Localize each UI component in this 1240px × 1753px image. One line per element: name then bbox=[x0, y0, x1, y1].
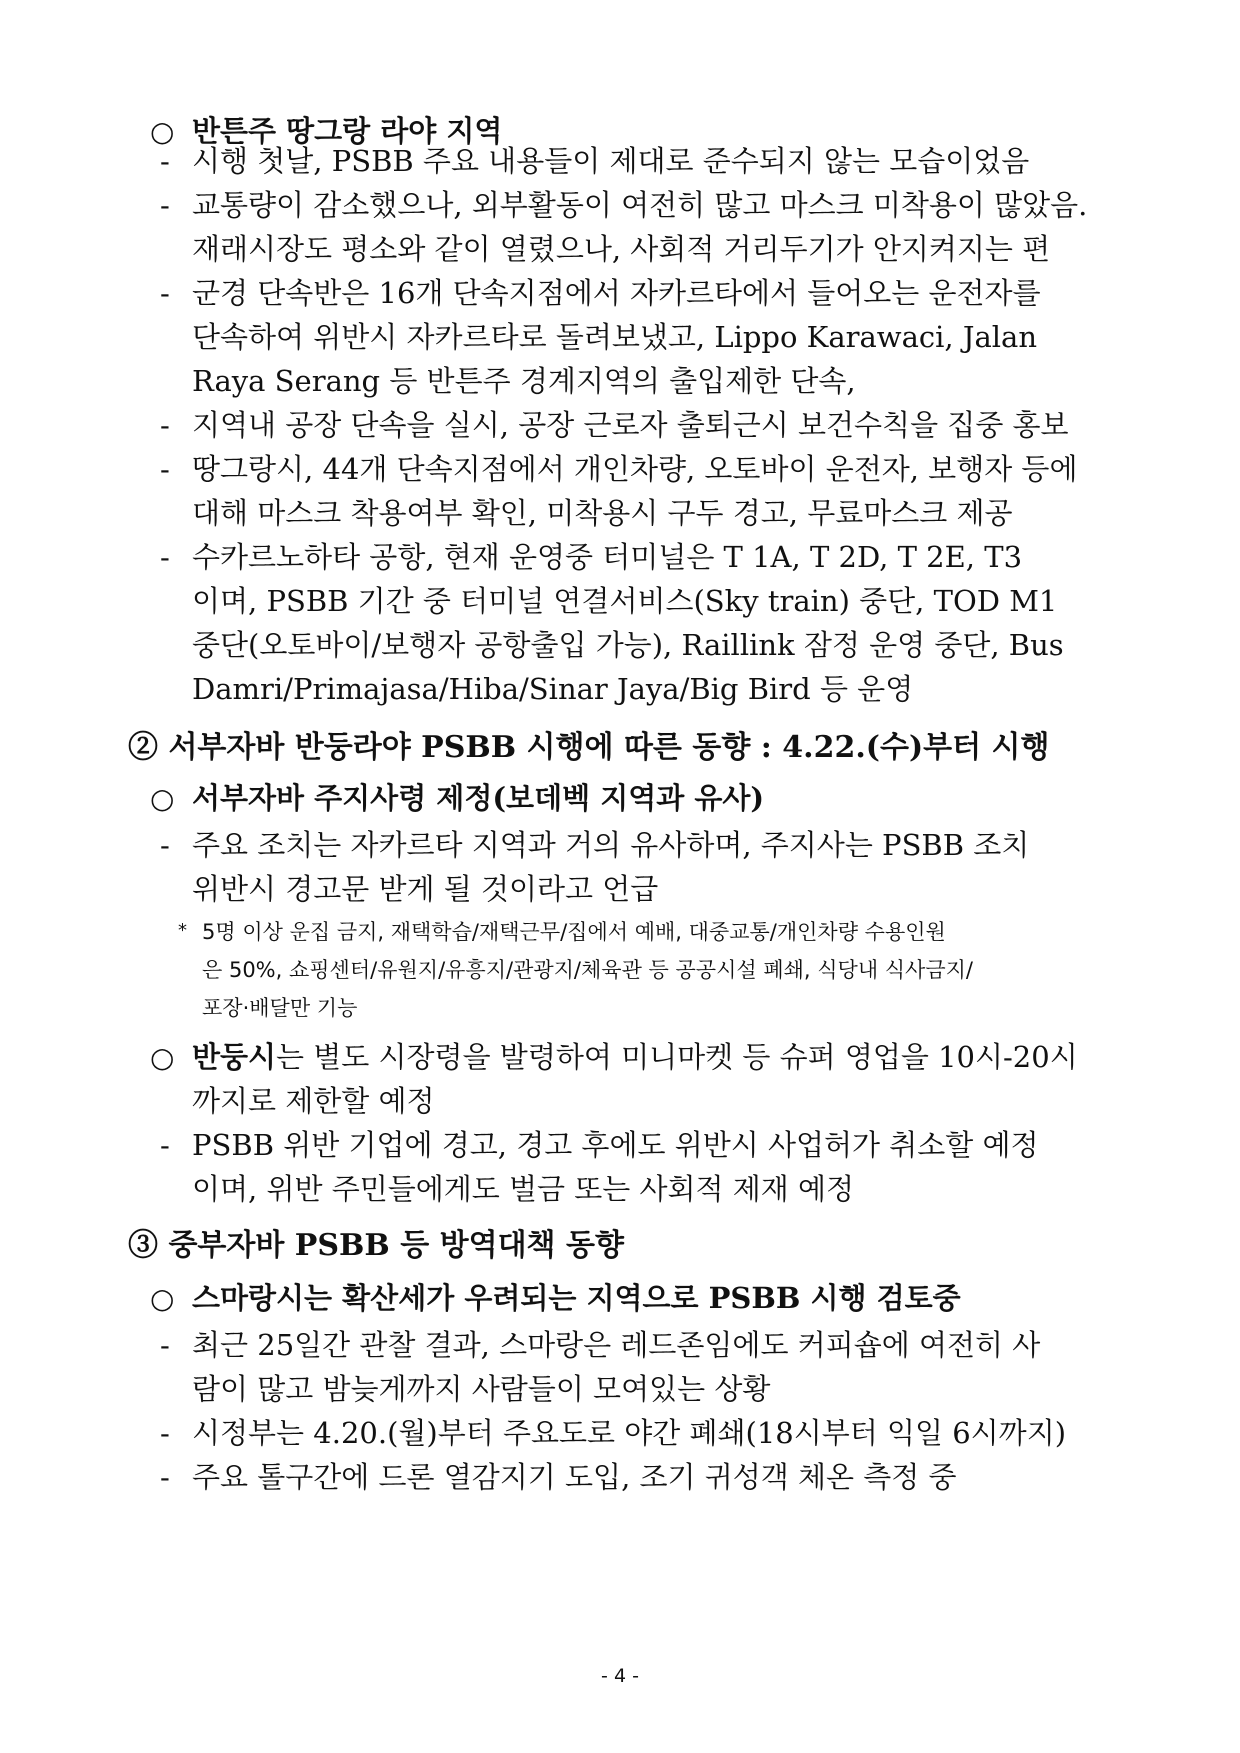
block1-item-cont: Damri/Primajasa/Hiba/Sinar Jaya/Big Bird 등 운영 bbox=[192, 672, 914, 706]
dash-bullet: - bbox=[160, 1328, 170, 1362]
dash-bullet: - bbox=[160, 408, 170, 442]
circle-bullet: ○ bbox=[150, 782, 175, 815]
dash-bullet: - bbox=[160, 188, 170, 222]
dash-bullet: - bbox=[160, 540, 170, 574]
block1-item-cont: 중단(오토바이/보행자 공항출입 가능), Raillink 잠정 운영 중단, Bus bbox=[192, 628, 1064, 662]
section3-title: ③ 중부자바 PSBB 등 방역대책 동향 bbox=[128, 1228, 624, 1263]
section2-item-cont: 위반시 경고문 받게 될 것이라고 언급 bbox=[192, 872, 659, 906]
section2-sub2-bold: 반둥시 bbox=[192, 1040, 277, 1074]
section3-item: 주요 톨구간에 드론 열감지기 도입, 조기 귀성객 체온 측정 중 bbox=[192, 1460, 957, 1494]
circle-bullet: ○ bbox=[150, 1282, 175, 1315]
dash-bullet: - bbox=[160, 1460, 170, 1494]
section3-item: 시정부는 4.20.(월)부터 주요도로 야간 폐쇄(18시부터 익일 6시까지) bbox=[192, 1416, 1067, 1450]
block1-heading: 반튼주 땅그랑 라야 지역 bbox=[192, 114, 503, 148]
page-number: - 4 - bbox=[601, 1665, 639, 1687]
note-line: 5명 이상 운집 금지, 재택학습/재택근무/집에서 예배, 대중교통/개인차량 수용인원 bbox=[202, 920, 946, 944]
block1-item-cont: 이며, PSBB 기간 중 터미널 연결서비스(Sky train) 중단, TOD M1 bbox=[192, 584, 1058, 618]
section2-sub1: 서부자바 주지사령 제정(보데벡 지역과 유사) bbox=[192, 781, 765, 815]
block1-item: 교통량이 감소했으나, 외부활동이 여전히 많고 마스크 미착용이 많았음. bbox=[192, 188, 1088, 222]
section2-item: 주요 조치는 자카르타 지역과 거의 유사하며, 주지사는 PSBB 조치 bbox=[192, 828, 1030, 862]
asterisk-bullet: * bbox=[178, 920, 187, 941]
note-line: 포장·배달만 기능 bbox=[202, 996, 358, 1020]
note-line: 은 50%, 쇼핑센터/유원지/유흥지/관광지/체육관 등 공공시설 폐쇄, 식당내 식사금지/ bbox=[202, 958, 973, 982]
section2-item-cont: 이며, 위반 주민들에게도 벌금 또는 사회적 제재 예정 bbox=[192, 1172, 855, 1206]
section2-sub2 bbox=[192, 1040, 1078, 1074]
block1-item: 시행 첫날, PSBB 주요 내용들이 제대로 준수되지 않는 모습이었음 bbox=[192, 144, 1030, 178]
section2-title: ② 서부자바 반둥라야 PSBB 시행에 따른 동향 : 4.22.(수)부터 시행 bbox=[128, 730, 1050, 765]
block1-item: 수카르노하타 공항, 현재 운영중 터미널은 T 1A, T 2D, T 2E, T3 bbox=[192, 540, 1023, 574]
dash-bullet: - bbox=[160, 276, 170, 310]
section2-item: PSBB 위반 기업에 경고, 경고 후에도 위반시 사업허가 취소할 예정 bbox=[192, 1128, 1039, 1162]
block1-item: 땅그랑시, 44개 단속지점에서 개인차량, 오토바이 운전자, 보행자 등에 bbox=[192, 452, 1078, 486]
block1-item: 군경 단속반은 16개 단속지점에서 자카르타에서 들어오는 운전자를 bbox=[192, 276, 1041, 310]
section3-item-cont: 람이 많고 밤늦게까지 사람들이 모여있는 상황 bbox=[192, 1372, 771, 1406]
dash-bullet: - bbox=[160, 1128, 170, 1162]
block1-item-cont: 단속하여 위반시 자카르타로 돌려보냈고, Lippo Karawaci, Jalan bbox=[192, 320, 1037, 354]
circle-bullet: ○ bbox=[150, 1041, 175, 1074]
block1-item-cont: Raya Serang 등 반튼주 경계지역의 출입제한 단속, bbox=[192, 364, 856, 398]
block1-item-cont: 대해 마스크 착용여부 확인, 미착용시 구두 경고, 무료마스크 제공 bbox=[192, 496, 1013, 530]
block1-item: 지역내 공장 단속을 실시, 공장 근로자 출퇴근시 보건수칙을 집중 홍보 bbox=[192, 408, 1069, 442]
block1-item-cont: 재래시장도 평소와 같이 열렸으나, 사회적 거리두기가 안지켜지는 편 bbox=[192, 232, 1051, 266]
section2-sub2-cont: 까지로 제한할 예정 bbox=[192, 1084, 435, 1118]
section3-sub1: 스마랑시는 확산세가 우려되는 지역으로 PSBB 시행 검토중 bbox=[192, 1281, 961, 1315]
circle-bullet: ○ bbox=[150, 115, 175, 148]
section3-item: 최근 25일간 관찰 결과, 스마랑은 레드존임에도 커피숍에 여전히 사 bbox=[192, 1328, 1041, 1362]
dash-bullet: - bbox=[160, 1416, 170, 1450]
section2-sub2-rest: 는 별도 시장령을 발령하여 미니마켓 등 슈퍼 영업을 10시-20시 bbox=[276, 1040, 1078, 1074]
dash-bullet: - bbox=[160, 144, 170, 178]
dash-bullet: - bbox=[160, 452, 170, 486]
dash-bullet: - bbox=[160, 828, 170, 862]
